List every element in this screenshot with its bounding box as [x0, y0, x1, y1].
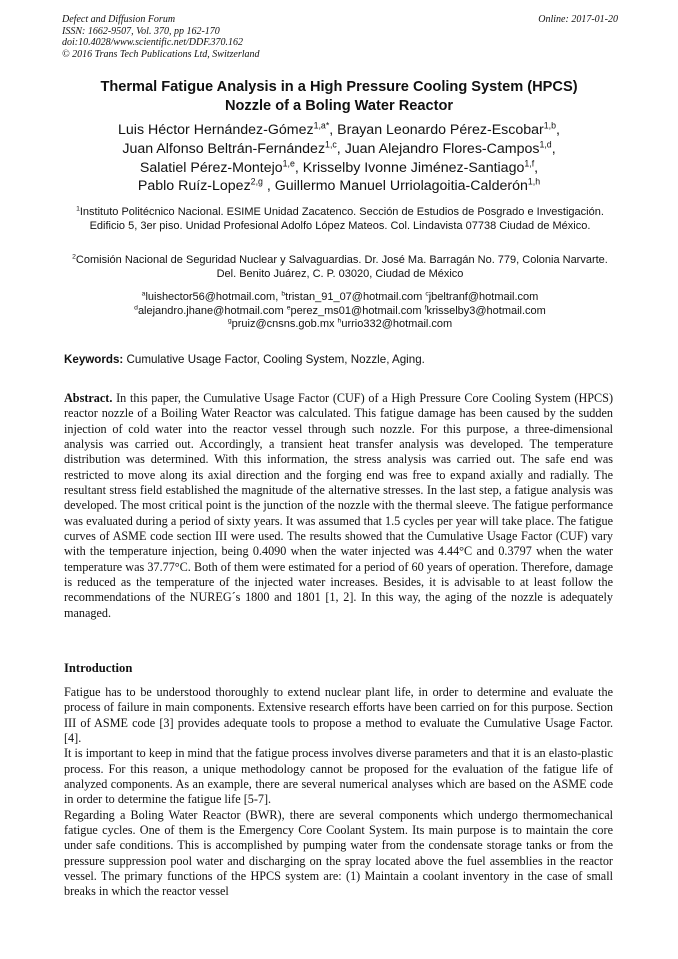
affiliation-text: Instituto Politécnico Nacional. ESIME Unidad Zacatenco. Sección de Estudios de Posgrado e Investigación. Edificio 5, 3er piso. Unidad Profesional Adolfo López Mateos. Col. Lindavista 07738 Ciudad de México. [79, 206, 604, 233]
author-name: Brayan Leonardo Pérez-Escobar [337, 122, 544, 138]
author-separator: , [294, 159, 303, 176]
paragraph: Fatigue has to be understood thoroughly to extend nuclear plant life, in order to determine and evaluate the process of failure in main components. Extensive research efforts have been carried on for this purpose. Section III of ASME code [3] provides adequate tools to propose a method to evaluate the Cumulative Usage Factor. [4]. [64, 685, 613, 746]
email-mark: a [141, 290, 146, 298]
paragraph: Regarding a Boling Water Reactor (BWR), there are several components which undergo thermomechanical fatigue cycles. One of them is the Emergency Core Coolant System. Its main purpose is to maintain the core under safe conditions. This is accomplished by pumping water from the condensate storage tanks or from the pressure suppression pool water and discharging on the spray located above the fuel assemblies in the reactor vessel. The primary functions of the HPCS system are: (1) Maintain a coolant inventory in the case of small breaks in which the reactor vessel [64, 807, 613, 899]
paper-title [60, 78, 618, 116]
title-line-2: Nozzle of a Boling Water Reactor [224, 98, 454, 114]
email-mark: d [134, 303, 138, 311]
author-name: Juan Alfonso Beltrán-Fernández [122, 140, 326, 157]
article-doi: doi:10.4028/www.scientific.net/DDF.370.162 [62, 37, 244, 48]
email-address: krisselby3@hotmail.com [426, 304, 546, 317]
author-line [60, 140, 618, 159]
journal-header [62, 14, 618, 60]
keywords-label: Keywords: [64, 353, 124, 366]
author-affiliation-mark: 1,f [524, 157, 535, 168]
email-separator: , [275, 291, 282, 303]
author-affiliation-mark: 1,c [325, 139, 337, 150]
email-mark: h [337, 317, 342, 325]
author-name: Luis Héctor Hernández-Gómez [118, 122, 314, 138]
email-mark: e [286, 303, 291, 311]
author-affiliation-mark: 1,d [539, 139, 552, 150]
email-address: tristan_91_07@hotmail.com [285, 291, 423, 303]
email-line [70, 318, 610, 332]
email-address: perez_ms01@hotmail.com [290, 304, 422, 317]
affiliation-1 [70, 205, 610, 234]
journal-issn: ISSN: 1662-9507, Vol. 370, pp 162-170 [62, 25, 220, 37]
paragraph: It is important to keep in mind that the fatigue process involves diverse parameters and that it is an elasto-plastic process. For this reason, a unique methodology cannot be proposed for the evaluation of the fatigue life of analyzed components. As an example, there are several numerical analyses which are based on the ASME code in order to determine the fatigue life [5-7]. [64, 746, 613, 807]
journal-name: Defect and Diffusion Forum [62, 14, 176, 25]
email-address: alejandro.jhane@hotmail.com [137, 304, 284, 317]
section-heading: Introduction [64, 661, 133, 675]
affiliation-text: Comisión Nacional de Seguridad Nuclear y Salvaguardias. Dr. José Ma. Barragán No. 779, Colonia Narvarte. Del. Benito Juárez, C. P. 03020, Ciudad de México [75, 254, 608, 281]
online-date: Online: 2017-01-20 [538, 14, 618, 25]
author-separator: , [551, 140, 556, 157]
author-affiliation-mark: 2,g [250, 176, 263, 187]
author-line [60, 177, 618, 196]
email-list [70, 291, 610, 332]
author-affiliation-mark: 1,h [527, 176, 541, 187]
author-name: Pablo Ruíz-Lopez [137, 178, 251, 195]
keywords-text: Cumulative Usage Factor, Cooling System, Nozzle, Aging. [126, 353, 425, 366]
introduction-body [64, 685, 613, 900]
author-name: Salatiel Pérez-Montejo [139, 159, 283, 176]
email-address: pruiz@cnsns.gob.mx [231, 318, 335, 330]
author-separator: , [262, 178, 275, 195]
copyright-notice: © 2016 Trans Tech Publications Ltd, Switzerland [62, 48, 260, 60]
keywords [64, 353, 616, 367]
author-line [60, 159, 618, 178]
author-separator: , [336, 140, 345, 157]
email-line [70, 291, 610, 305]
email-address: urrio332@hotmail.com [341, 318, 453, 330]
email-mark: g [227, 317, 232, 325]
author-name: Juan Alejandro Flores-Campos [344, 140, 540, 157]
title-line-1: Thermal Fatigue Analysis in a High Pressure Cooling System (HPCS) [100, 79, 578, 95]
author-affiliation-mark: 1,b [543, 120, 557, 131]
abstract-label: Abstract. [64, 391, 113, 405]
author-name: Guillermo Manuel Urriolagoitia-Calderón [274, 178, 528, 195]
author-name: Krisselby Ivonne Jiménez-Santiago [302, 159, 525, 176]
email-line [70, 305, 610, 319]
email-mark: b [281, 290, 286, 298]
abstract-text: In this paper, the Cumulative Usage Factor (CUF) of a High Pressure Core Cooling System (HPCS) reactor nozzle of a Boiling Water Reactor was calculated. This fatigue damage has been caused by the sudden injection of cold water into the reactor vessel through such nozzle. For this purpose, a three-dimensional analysis was carried out. Accordingly, a transient heat transfer analysis was developed. The temperature distribution was determined. With this information, the stress analysis was carried out. The safe end was restricted to move along its axial direction and the forging end was free to expand axially and radially. The resultant stress field established the magnitude of the alternative stresses. In the last step, a fatigue analysis was developed. The most critical point is the junction of the nozzle with the thermal sleeve. The fatigue performance was evaluated during a period of sixty years. It was assumed that 1.5 cycles per year will take place. The fatigue curves of ASME code section III were used. The results showed that the Cumulative Usage Factor (CUF) vary with the temperature injection, being 0.4090 when the water injected was 4.44°C and 0.3797 when the water temperature was 37.77°C. Both of them were estimated for a period of 60 years of operation. Therefore, damage is reduced as the temperature of the injected water increases. Besides, it is advisable to at least follow the recommendations of the NUREG´s 1800 and 1801 [1, 2]. In this way, the aging of the nozzle is adequately managed. [64, 391, 614, 620]
email-mark: f [424, 303, 427, 311]
email-address: jbeltranf@hotmail.com [428, 291, 539, 303]
author-list [60, 121, 618, 196]
author-separator: , [534, 159, 539, 176]
abstract [64, 391, 613, 621]
author-affiliation-mark: 1,a* [313, 120, 330, 131]
affiliation-number: 2 [72, 253, 76, 261]
author-affiliation-mark: 1,e [282, 157, 295, 168]
email-address: luishector56@hotmail.com [145, 291, 276, 303]
affiliation-2 [70, 253, 610, 282]
email-mark: c [425, 290, 429, 298]
author-line [60, 121, 618, 140]
affiliation-number: 1 [76, 205, 80, 213]
author-separator: , [556, 122, 560, 138]
author-separator: , [329, 122, 338, 138]
